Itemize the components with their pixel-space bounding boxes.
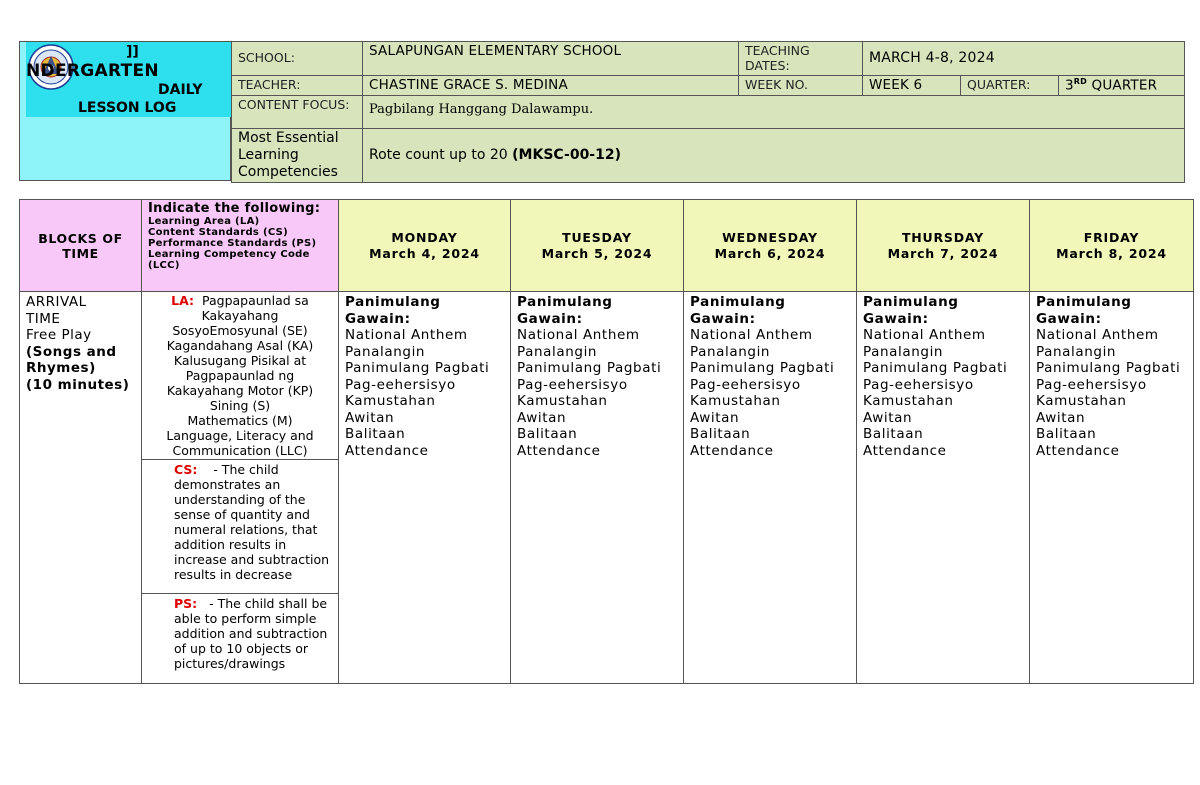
friday-activities xyxy=(1030,292,1194,684)
arrival-line: ARRIVAL xyxy=(26,294,87,310)
activity-item: Panalangin xyxy=(517,343,598,360)
activity-item: Awitan xyxy=(690,409,740,426)
monday-activities xyxy=(339,292,511,684)
header-title-lesson-log: LESSON LOG xyxy=(78,100,177,116)
content-standards-box xyxy=(142,459,338,593)
activity-item: Attendance xyxy=(863,442,947,459)
indicate-line: Learning Area (LA) xyxy=(148,216,260,227)
melc-code: (MKSC-00-12) xyxy=(512,147,621,163)
indicate-line: Performance Standards (PS) xyxy=(148,238,317,249)
activities-heading: Panimulang Gawain: xyxy=(517,294,613,327)
header-title-daily: DAILY xyxy=(158,82,203,98)
day-date: March 6, 2024 xyxy=(714,245,826,261)
activity-item: Panimulang Pagbati xyxy=(345,360,490,376)
day-header-wednesday xyxy=(684,200,857,292)
melc-text: Rote count up to 20 xyxy=(369,147,513,163)
activity-item: Panalangin xyxy=(690,343,771,360)
activity-item: Pag-eehersisyo xyxy=(690,376,801,393)
week-label: WEEK NO. xyxy=(739,76,863,96)
quarter-value xyxy=(1059,76,1185,96)
indicate-header xyxy=(142,200,339,292)
activity-item: Panimulang Pagbati xyxy=(517,360,662,376)
ps-text: - The child shall be able to perform simple addition and subtraction of up to 10 objects or pictures/drawings xyxy=(174,596,328,671)
activity-item: National Anthem xyxy=(690,327,813,343)
quarter-number: 3 xyxy=(1065,77,1074,94)
activity-item: Pag-eehersisyo xyxy=(863,376,974,393)
arrival-line: Free Play xyxy=(26,327,92,343)
activity-item: Panimulang Pagbati xyxy=(1036,360,1181,376)
week-value: WEEK 6 xyxy=(863,76,961,96)
content-focus-label: CONTENT FOCUS: xyxy=(232,95,363,128)
activity-item: Balitaan xyxy=(345,426,406,442)
activity-item: Kamustahan xyxy=(1036,393,1127,409)
activity-item: Balitaan xyxy=(517,426,578,442)
activity-item: Attendance xyxy=(345,442,429,459)
activity-item: Panalangin xyxy=(863,343,944,360)
lesson-log-table xyxy=(19,199,1194,684)
activity-item: Attendance xyxy=(1036,442,1120,459)
melc-label: Most Essential Learning Competencies xyxy=(232,128,363,182)
activity-item: Panalangin xyxy=(345,343,426,360)
day-name: TUESDAY xyxy=(562,229,632,245)
day-header-friday xyxy=(1030,200,1194,292)
activity-item: Attendance xyxy=(517,442,601,459)
day-name: WEDNESDAY xyxy=(722,229,818,245)
activity-item: Balitaan xyxy=(863,426,924,442)
activity-item: Attendance xyxy=(690,442,774,459)
day-name: FRIDAY xyxy=(1083,229,1140,245)
la-line: Pagpapaunlad sa Kakayahang xyxy=(201,293,309,323)
activities-heading: Panimulang Gawain: xyxy=(863,294,959,327)
day-date: March 8, 2024 xyxy=(1056,245,1167,261)
activity-item: National Anthem xyxy=(345,327,468,343)
activity-item: Kamustahan xyxy=(345,393,436,409)
teacher-label: TEACHER: xyxy=(232,76,363,96)
la-line: Kagandahang Asal (KA) xyxy=(166,338,314,353)
cs-code: CS: xyxy=(174,462,198,477)
arrival-line: (Songs and xyxy=(26,343,117,360)
day-date: March 5, 2024 xyxy=(541,245,653,261)
indicate-line: Content Standards (CS) xyxy=(148,227,289,238)
day-name: THURSDAY xyxy=(901,229,985,245)
activity-item: National Anthem xyxy=(1036,327,1159,343)
day-header-monday xyxy=(339,200,511,292)
tuesday-activities xyxy=(511,292,684,684)
day-date: March 4, 2024 xyxy=(369,245,480,261)
quarter-label: QUARTER: xyxy=(961,76,1059,96)
day-header-tuesday xyxy=(511,200,684,292)
content-focus-value: Pagbilang Hanggang Dalawampu. xyxy=(363,95,1185,128)
activity-item: Kamustahan xyxy=(690,393,781,409)
la-line: Sining (S) xyxy=(209,398,271,413)
la-line: Language, Literacy and Communication (LLC) xyxy=(166,428,314,458)
activities-heading: Panimulang Gawain: xyxy=(345,294,441,327)
activity-item: National Anthem xyxy=(517,327,640,343)
activities-heading: Panimulang Gawain: xyxy=(1036,294,1132,327)
activity-item: Balitaan xyxy=(690,426,751,442)
activity-item: Pag-eehersisyo xyxy=(345,376,456,393)
header-title-block xyxy=(19,41,231,181)
la-line: Mathematics (M) xyxy=(187,413,293,428)
day-date: March 7, 2024 xyxy=(887,245,999,261)
activity-item: Awitan xyxy=(517,409,567,426)
indicate-title: Indicate the following: xyxy=(148,201,321,216)
melc-value xyxy=(363,128,1185,182)
activity-item: Kamustahan xyxy=(863,393,954,409)
activities-heading: Panimulang Gawain: xyxy=(690,294,786,327)
cs-text: - The child demonstrates an understanding of the sense of quantity and numeral relations, that addition results in increase and subtraction results in decrease xyxy=(174,462,330,582)
ps-code: PS: xyxy=(174,596,198,611)
activity-item: Awitan xyxy=(863,409,913,426)
activity-item: Panimulang Pagbati xyxy=(690,360,835,376)
learning-area-box xyxy=(142,292,338,459)
arrival-time-cell xyxy=(20,292,142,684)
school-value: SALAPUNGAN ELEMENTARY SCHOOL xyxy=(363,42,739,76)
header-code: ]] xyxy=(126,44,139,60)
day-header-thursday xyxy=(857,200,1030,292)
performance-standards-box xyxy=(142,593,338,671)
school-label: SCHOOL: xyxy=(232,42,363,76)
la-line: Kalusugang Pisikal at Pagpapaunlad ng xyxy=(173,353,307,383)
day-name: MONDAY xyxy=(391,229,458,245)
header-logo-area xyxy=(26,42,231,117)
activity-item: Awitan xyxy=(345,409,395,426)
activity-item: Pag-eehersisyo xyxy=(517,376,628,393)
header-info-table xyxy=(231,41,1185,183)
arrival-line: (10 minutes) xyxy=(26,376,130,393)
teaching-dates-value: MARCH 4-8, 2024 xyxy=(863,42,1185,76)
teaching-dates-label: TEACHING DATES: xyxy=(739,42,863,76)
teacher-value: CHASTINE GRACE S. MEDINA xyxy=(363,76,739,96)
blocks-of-time-header: BLOCKS OF TIME xyxy=(20,200,142,292)
la-code: LA: xyxy=(171,293,195,308)
quarter-word: QUARTER xyxy=(1087,77,1158,94)
la-first-line xyxy=(146,293,334,323)
activity-item: Panalangin xyxy=(1036,343,1117,360)
arrival-line: Rhymes) xyxy=(26,360,96,376)
la-line: SosyoEmosyunal (SE) xyxy=(172,323,308,338)
activity-item: National Anthem xyxy=(863,327,986,343)
activity-item: Pag-eehersisyo xyxy=(1036,376,1147,393)
activity-item: Balitaan xyxy=(1036,426,1097,442)
activity-item: Panimulang Pagbati xyxy=(863,360,1008,376)
standards-cell xyxy=(142,292,339,684)
activity-item: Awitan xyxy=(1036,409,1086,426)
thursday-activities xyxy=(857,292,1030,684)
wednesday-activities xyxy=(684,292,857,684)
indicate-line: Learning Competency Code (LCC) xyxy=(148,249,310,271)
la-line: Kakayahang Motor (KP) xyxy=(166,383,314,398)
arrival-line: TIME xyxy=(26,310,61,327)
header-title-kindergarten: NDERGARTEN xyxy=(26,61,159,81)
quarter-ordinal: RD xyxy=(1073,77,1087,86)
activity-item: Kamustahan xyxy=(517,393,608,409)
